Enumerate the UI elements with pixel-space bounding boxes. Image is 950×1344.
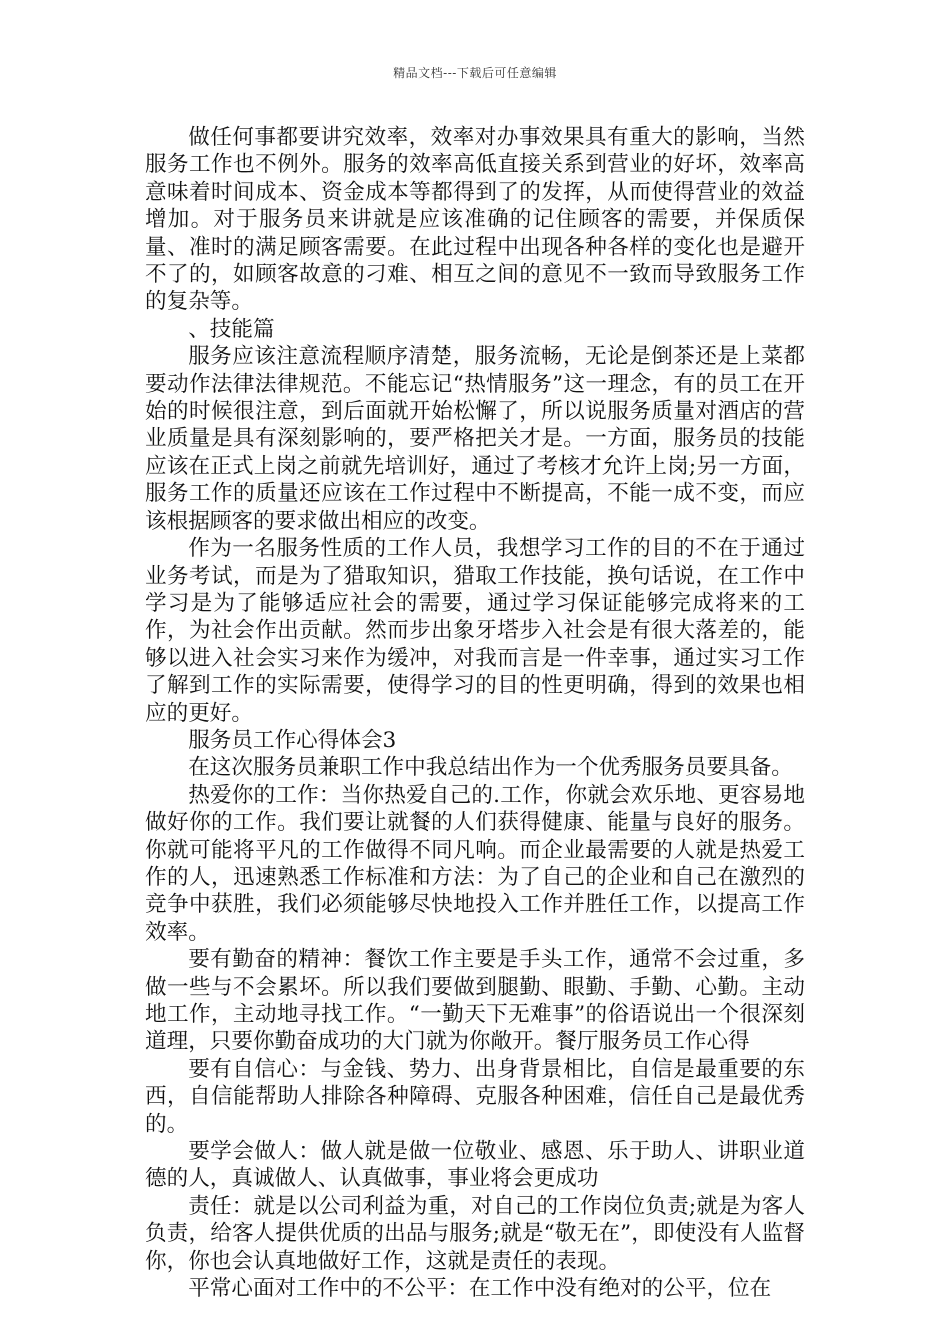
paragraph-diligence: 要有勤奋的精神：餐饮工作主要是手头工作，通常不会过重，多做一些与不会累坏。所以我们要做到腿勤、眼勤、手勤、心勤。主动地工作，主动地寻找工作。“一勤天下无难事”的俗语说出一个很深刻道理，只要你勤奋成功的大门就为你敞开。餐厅服务员工作心得 bbox=[145, 947, 805, 1055]
paragraph-confidence: 要有自信心：与金钱、势力、出身背景相比，自信是最重要的东西，自信能帮助人排除各种障碍、克服各种困难，信任自己是最优秀的。 bbox=[145, 1056, 805, 1137]
page-header: 精品文档---下载后可任意编辑 bbox=[393, 66, 557, 80]
paragraph-responsibility: 责任：就是以公司利益为重，对自己的工作岗位负责;就是为客人负责，给客人提供优质的出品与服务;就是“敬无在”，即使没有人监督你，你也会认真地做好工作，这就是责任的表现。 bbox=[145, 1193, 805, 1274]
paragraph-fairness: 平常心面对工作中的不公平：在工作中没有绝对的公平，位在 bbox=[188, 1276, 772, 1302]
paragraph-be-a-person: 要学会做人：做人就是做一位敬业、感恩、乐于助人、讲职业道德的人，真诚做人、认真做事，事业将会更成功 bbox=[145, 1139, 805, 1192]
document-body bbox=[145, 124, 805, 1302]
paragraph-skills: 服务应该注意流程顺序清楚，服务流畅，无论是倒茶还是上菜都要动作法律法律规范。不能忘记“热情服务”这一理念，有的员工在开始的时候很注意，到后面就开始松懈了，所以说服务质量对酒店的营业质量是具有深刻影响的，要严格把关才是。一方面，服务员的技能应该在正式上岗之前就先培训好，通过了考核才允许上岗;另一方面，服务工作的质量还应该在工作过程中不断提高，不能一成不变，而应该根据顾客的要求做出相应的改变。 bbox=[145, 344, 805, 534]
paragraph-efficiency: 做任何事都要讲究效率，效率对办事效果具有重大的影响，当然服务工作也不例外。服务的效率高低直接关系到营业的好坏，效率高意味着时间成本、资金成本等都得到了的发挥，从而使得营业的效益增加。对于服务员来讲就是应该准确的记住顾客的需要，并保质保量、准时的满足顾客需要。在此过程中出现各种各样的变化也是避开不了的，如顾客故意的刁难、相互之间的意见不一致而导致服务工作的复杂等。 bbox=[145, 125, 805, 315]
paragraph-learning: 作为一名服务性质的工作人员，我想学习工作的目的不在于通过业务考试，而是为了猎取知识，猎取工作技能，换句话说，在工作中学习是为了能够适应社会的需要，通过学习保证能够完成将来的工作，为社会作出贡献。然而步出象牙塔步入社会是有很大落差的，能够以进入社会实习来作为缓冲，对我而言是一件幸事，通过实习工作了解到工作的实际需要，使得学习的目的性更明确，得到的效果也相应的更好。 bbox=[145, 536, 805, 726]
section-heading-experience-3: 服务员工作心得体会3 bbox=[188, 727, 397, 753]
paragraph-summary: 在这次服务员兼职工作中我总结出作为一个优秀服务员要具备。 bbox=[188, 755, 793, 781]
section-heading-skills: 、技能篇 bbox=[188, 316, 275, 342]
paragraph-love-work: 热爱你的工作：当你热爱自己的.工作，你就会欢乐地、更容易地做好你的工作。我们要让就餐的人们获得健康、能量与良好的服务。你就可能将平凡的工作做得不同凡响。而企业最需要的人就是热爱工作的人，迅速熟悉工作标准和方法：为了自己的企业和自己在激烈的竞争中获胜，我们必须能够尽快地投入工作并胜任工作，以提高工作效率。 bbox=[145, 782, 805, 945]
